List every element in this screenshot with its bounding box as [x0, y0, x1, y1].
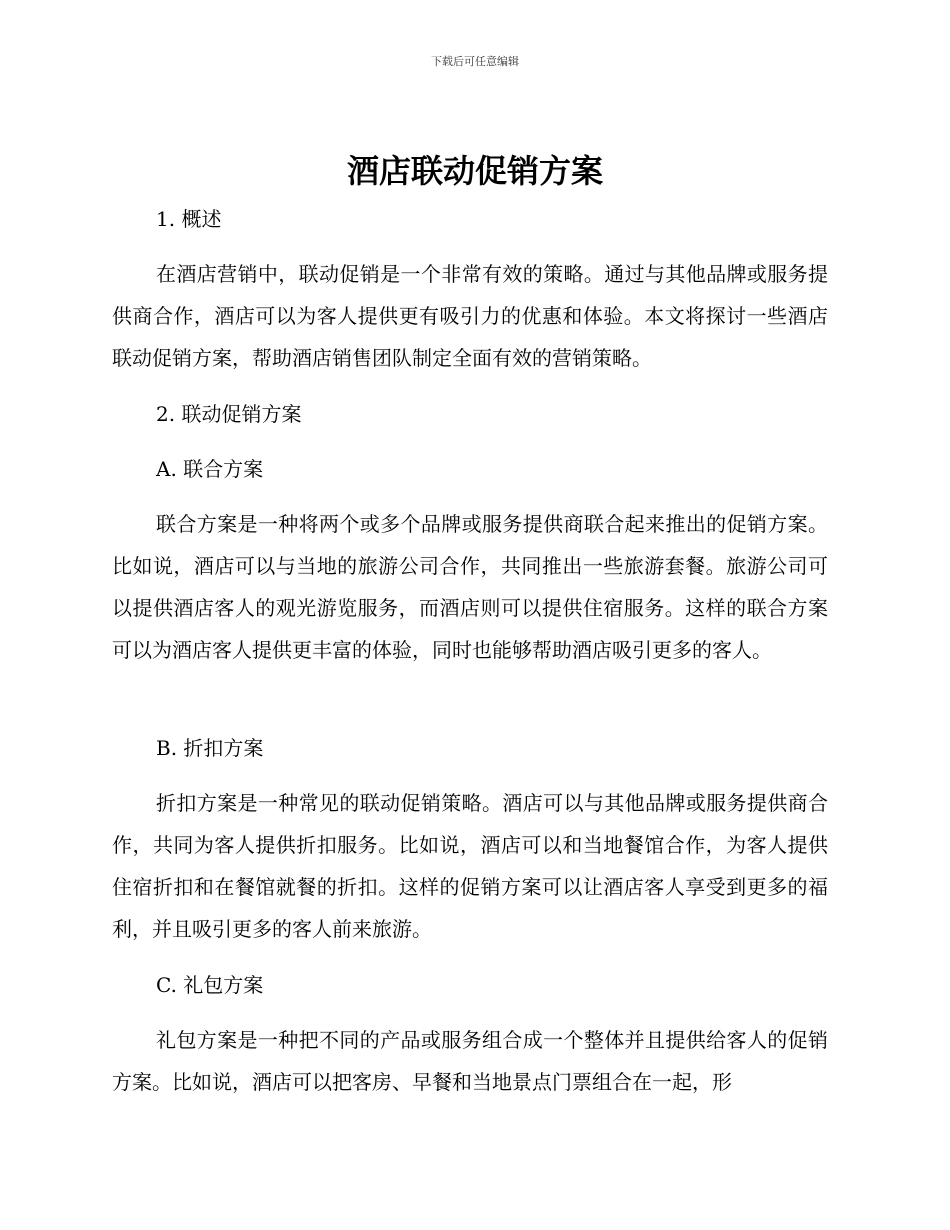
paragraph-overview: 在酒店营销中，联动促销是一个非常有效的策略。通过与其他品牌或服务提供商合作，酒店可以为客人提供更有吸引力的优惠和体验。本文将探讨一些酒店联动促销方案，帮助酒店销售团队制定全面有效的营销策略。 — [112, 262, 828, 370]
section-heading-overview: 1. 概述 — [156, 207, 222, 231]
subsection-heading-gift: C. 礼包方案 — [156, 973, 264, 997]
paragraph-joint: 联合方案是一种将两个或多个品牌或服务提供商联合起来推出的促销方案。比如说，酒店可以与当地的旅游公司合作，共同推出一些旅游套餐。旅游公司可以提供酒店客人的观光游览服务，而酒店则可以提供住宿服务。这样的联合方案可以为酒店客人提供更丰富的体验，同时也能够帮助酒店吸引更多的客人。 — [112, 512, 828, 662]
section-heading-plans: 2. 联动促销方案 — [156, 402, 302, 426]
subsection-heading-discount: B. 折扣方案 — [156, 736, 264, 760]
header-note: 下载后可任意编辑 — [431, 55, 519, 68]
subsection-heading-joint: A. 联合方案 — [156, 457, 264, 481]
paragraph-gift: 礼包方案是一种把不同的产品或服务组合成一个整体并且提供给客人的促销方案。比如说，酒店可以把客房、早餐和当地景点门票组合在一起，形 — [112, 1028, 828, 1094]
paragraph-discount: 折扣方案是一种常见的联动促销策略。酒店可以与其他品牌或服务提供商合作，共同为客人提供折扣服务。比如说，酒店可以和当地餐馆合作，为客人提供住宿折扣和在餐馆就餐的折扣。这样的促销方案可以让酒店客人享受到更多的福利，并且吸引更多的客人前来旅游。 — [112, 791, 828, 941]
document-title: 酒店联动促销方案 — [346, 152, 603, 190]
